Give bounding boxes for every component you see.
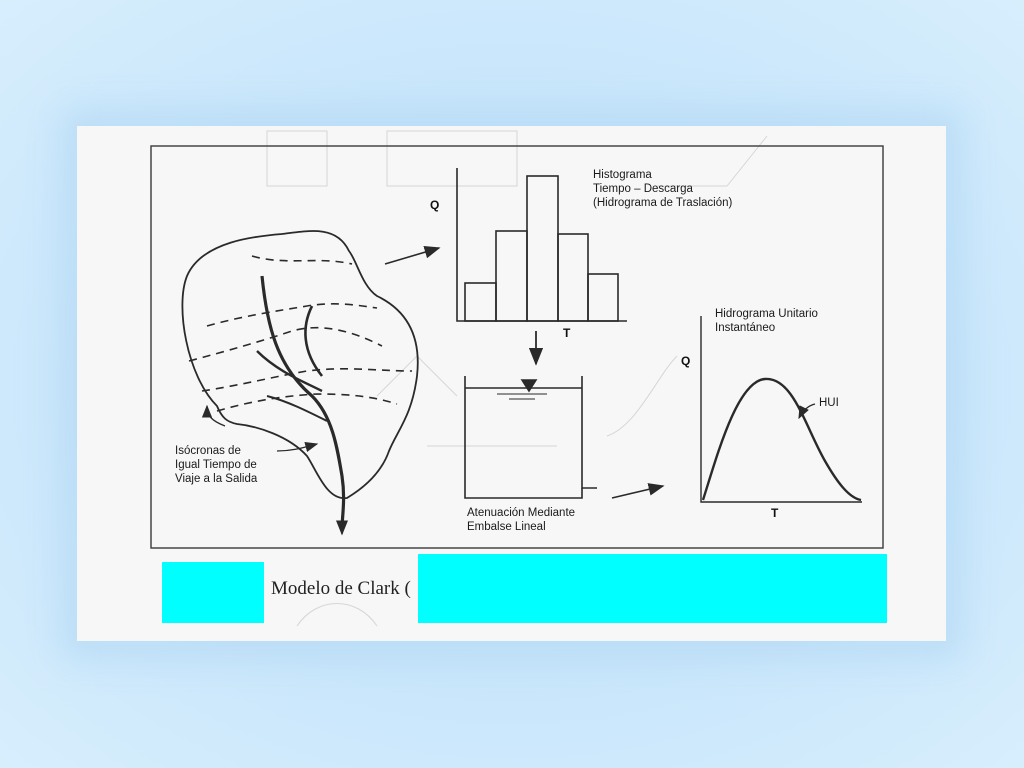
hydrograph-q-axis-label: Q [681, 354, 691, 368]
isochrones-label: Isócronas de Igual Tiempo de Viaje a la Salida [175, 445, 258, 485]
redaction-block-left [162, 562, 264, 623]
histogram-bar [465, 283, 496, 321]
histogram-bar [588, 274, 618, 321]
histogram-bar [496, 231, 527, 321]
tributary [267, 396, 327, 421]
reservoir-label: Atenuación Mediante Embalse Lineal [467, 507, 576, 533]
tributary [305, 306, 322, 376]
histogram-bar [527, 176, 558, 321]
main-river [262, 276, 344, 526]
scanned-figure [77, 126, 946, 641]
figure-caption: Modelo de Clark ( [271, 578, 411, 599]
histogram-t-axis-label: T [563, 326, 571, 340]
histogram-bar [558, 234, 588, 321]
isochrone-lines [189, 256, 412, 411]
arrow-to-hydrograph [612, 486, 663, 498]
hui-curve-label: HUI [819, 397, 839, 409]
linear-reservoir [465, 376, 597, 498]
arrow-to-histogram [385, 248, 439, 264]
hydrograph-t-axis-label: T [771, 506, 779, 520]
histogram-title: Histograma Tiempo – Descarga (Hidrograma de Traslación) [593, 169, 733, 209]
redaction-block-right [418, 554, 887, 623]
figure-frame [151, 146, 883, 548]
hydrograph-title: Hidrograma Unitario Instantáneo [715, 308, 818, 334]
histogram-q-axis-label: Q [430, 198, 440, 212]
